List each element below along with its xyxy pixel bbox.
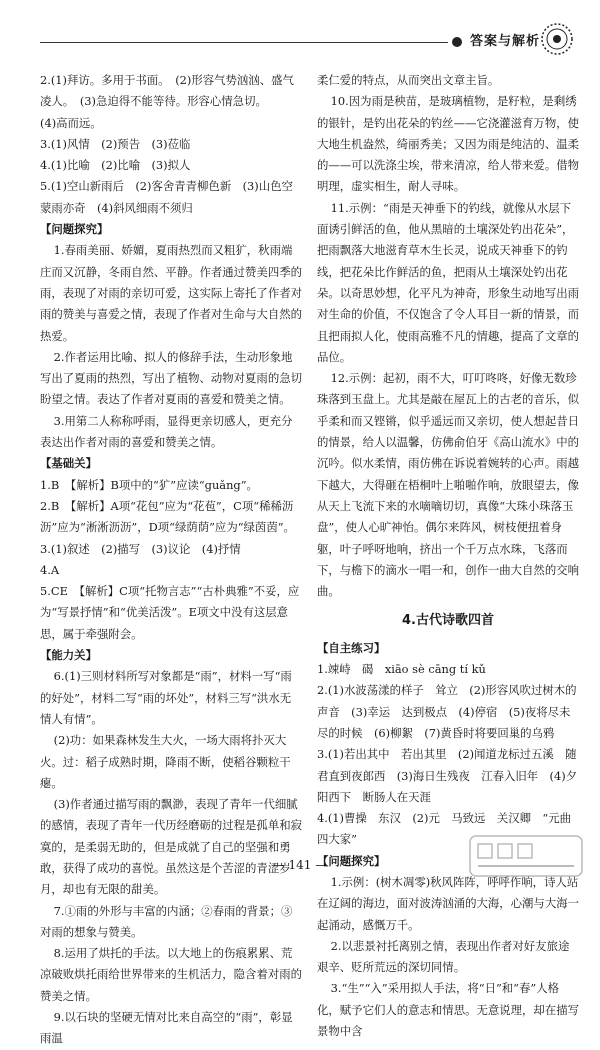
answer-paragraph: 9.以石块的坚硬无情对比来自高空的“雨”，彰显雨温 [40,1010,293,1046]
answer-line: 2.B 【解析】A项“花包”应为“花苞”，C项“稀稀沥沥”应为“淅淅沥沥”，D项“绿荫荫”应为“绿茵茵”。 [40,498,295,535]
answer-line: 3.(1)若出其中 若出其里 (2)闻道龙标过五溪 随君直到夜郎西 (3)海日生残夜 江春入旧年 (4)夕阳西下 断肠人在天涯 [317,747,578,804]
answer-line: 2.(1)水波荡漾的样子 耸立 (2)形容风吹过树木的声音 (3)幸运 达到极点 (4)停宿 (5)夜将尽未尽的时候 (6)柳絮 (7)黄昏时将要回巢的乌鸦 [317,683,577,740]
header-rule [40,42,448,43]
section-heading: 【能力关】 [40,648,97,663]
page-number: — 141 — [272,858,328,872]
answer-line: 2.(1)拜访。多用于书面。 (2)形容气势汹汹、盛气凌人。 (3)急迫得不能等待。形容心情急切。 [40,73,294,109]
answer-paragraph: 10.因为雨是秧苗，是玻璃植物，是籽粒，是剩绣的银针，是钓出花朵的钓丝——它浇灌滋育万物，使大地生机盎然，绮丽秀美；又因为雨是纯洁的、温柔的——可以洗涤尘埃，带来清凉，给人带来爱。借物明理，虚实相生，耐人寻味。 [317,94,579,194]
answer-line: (4)高而远。 [40,115,102,130]
answer-paragraph: 6.(1)三则材料所写对象都是“雨”，材料一写“雨的好处”，材料二写“雨的坏处”，材料三写“洪水无情人有情”。 [40,669,292,726]
watermark-logo [468,832,584,880]
left-column [40,70,302,1050]
answer-paragraph: (2)功：如果森林发生大火，一场大雨将扑灭大火。过：稻子成熟时期，降雨不断，使稻谷颗粒干瘪。 [40,733,291,790]
answer-paragraph: (3)作者通过描写雨的飘渺，表现了青年一代细腻的感情，表现了青年一代历经磨砺的过程是孤单和寂寞的，是柔弱无助的，但是成就了自己的坚强和勇敢，获得了成功的喜悦。虽然这是个苦涩的青涩岁月，却也有无限的甜美。 [40,797,302,897]
answer-paragraph: 1.示例：(树木凋零)秋风阵阵，呼呼作响，诗人站在辽阔的海边，面对波涛汹涌的大海，心潮与大海一起涌动，感慨万千。 [317,874,579,932]
answer-line: 4.(1)曹操 东汉 (2)元 马致远 关汉卿 “元曲四大家” [317,811,571,847]
section-heading: 【基础关】 [40,456,97,471]
answer-paragraph: 8.运用了烘托的手法。以大地上的伤痕累累、荒凉破败烘托雨给世界带来的生机活力，隐含着对雨的赞美之情。 [40,946,302,1003]
answer-paragraph: 2.以悲景衬托离别之情，表现出作者对好友旅途艰辛、贬所荒远的深切同情。 [317,938,570,975]
page-header [0,0,600,72]
header-emblem-icon [540,22,574,56]
answer-paragraph: 12.示例：起初，雨不大，叮叮咚咚，好像无数珍珠落到玉盘上。尤其是敲在屋瓦上的古老的音乐，似乎柔和而又铿锵，似乎遥远而又亲切，使人想起昔日的情景，给人以温馨，仿佛俞伯牙《高山流水》中的沉吟。似水柔情，雨仿佛在诉说着婉转的心声。雨越下越大，大得砸在梧桐叶上啪啪作响，放眼望去，像从天上飞流下来的水嘀嘀切切，真像“大珠小珠落玉盘”，使人心旷神怡。偶尔来阵风，树枝便扭着身躯，叶子呼呀地响，挤出一个千万点水珠，飞落而下，与檐下的滴水一唱一和，创作一曲大自然的交响曲。 [317,371,579,599]
answer-line: 5.CE 【解析】C项“托物言志”“古朴典雅”不妥，应为“写景抒情”和“优美活泼”。E项文中没有这层意思，属于牵强附会。 [40,584,300,641]
answer-line: 5.(1)空山新雨后 (2)客舍青青柳色新 (3)山色空蒙雨亦奇 (4)斜风细雨不须归 [40,179,293,215]
header-bullet-icon [452,37,462,47]
answer-paragraph: 3.用第二人称称呼雨，显得更亲切感人，更充分表达出作者对雨的喜爱和赞美之情。 [40,413,293,450]
answer-line: 1.竦峙 碣 xiāo sè cāng tí kǔ [317,662,486,677]
chapter-title: 4.古代诗歌四首 [402,613,494,629]
section-heading: 【自主练习】 [317,640,386,655]
right-column [317,70,579,1042]
answer-line: 1.B 【解析】B项中的“犷”应读“guǎng”。 [40,477,258,492]
answer-line: 3.(1)风情 (2)预告 (3)莅临 [40,136,191,151]
answer-line: 4.(1)比喻 (2)比喻 (3)拟人 [40,158,191,173]
answer-paragraph: 7.①雨的外形与丰富的内涵；②春雨的背景；③对雨的想象与赞美。 [40,903,293,939]
answer-paragraph: 2.作者运用比喻、拟人的修辞手法，生动形象地写出了夏雨的热烈，写出了植物、动物对夏雨的急切盼望之情。表达了作者对夏雨的喜爱和赞美之情。 [40,349,302,407]
answer-paragraph: 1.春雨美丽、娇媚，夏雨热烈而又粗犷，秋雨端庄而又沉静，冬雨自然、平静。作者通过赞美四季的雨，表现了对雨的亲切可爱，这实际上寄托了作者对雨的赞美与喜爱之情，表现了作者对生命与大自然的热爱。 [40,243,302,343]
answer-paragraph: 3.“生”“入”采用拟人手法，将“日”和“春”人格化，赋予它们人的意志和情思。无意说理，却在描写景物中含 [317,981,579,1039]
answer-paragraph: 11.示例：“雨是天神垂下的钓线，就像从水层下面诱引鲜活的鱼，他从黑暗的土壤深处钓出花朵”，把雨飘落大地滋育草木生长灵，说成天神垂下的钓线，把花朵比作鲜活的鱼，把雨从土壤深处钓出花朵。以奇思妙想，化平凡为神奇，形象生动地写出雨对生命的价值，不仅饱含了令人耳目一新的情景，而且把雨拟人化，使雨高雅不凡的情趣，提高了文章的品位。 [317,200,579,364]
answer-line: 3.(1)叙述 (2)描写 (3)议论 (4)抒情 [40,541,241,556]
section-heading: 【问题探究】 [317,853,386,868]
header-title: 答案与解析 [470,34,541,49]
answer-line: 4.A [40,562,60,577]
answer-line: 柔仁爱的特点，从而突出文章主旨。 [317,73,500,87]
section-heading: 【问题探究】 [40,222,109,237]
